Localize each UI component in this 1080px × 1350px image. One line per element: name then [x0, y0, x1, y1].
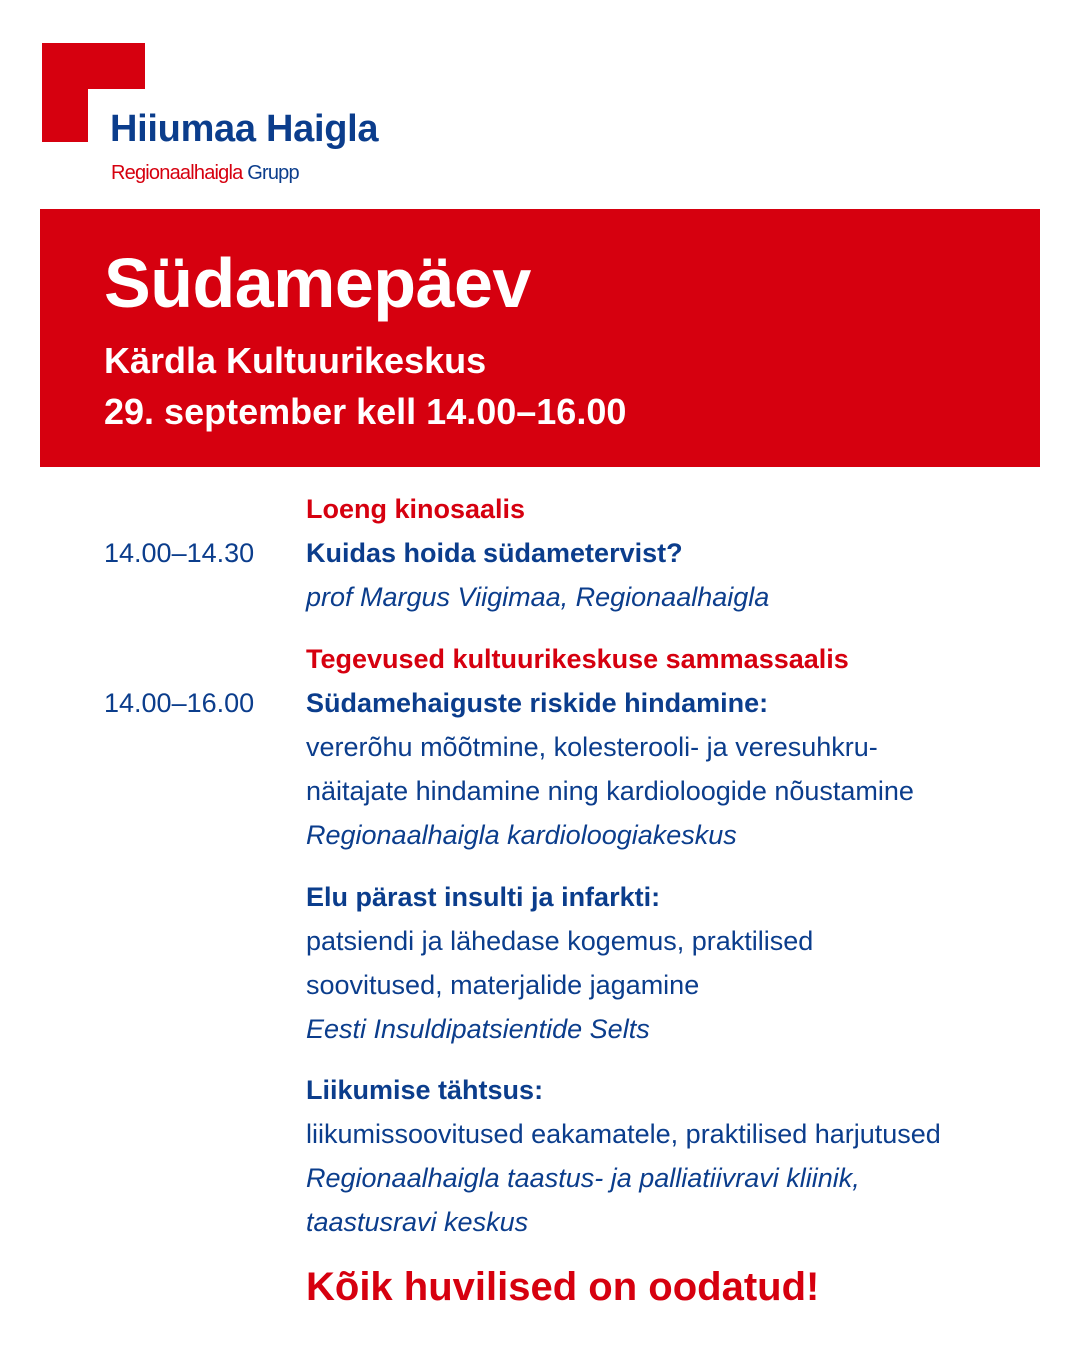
activity-2-line-2: soovitused, materjalide jagamine	[306, 970, 700, 1000]
lecture-title: Kuidas hoida südametervist?	[306, 538, 683, 568]
activity-2-title: Elu pärast insulti ja infarkti:	[306, 882, 661, 912]
activity-2-org: Eesti Insuldipatsientide Selts	[306, 1014, 650, 1044]
activity-3-title: Liikumise tähtsus:	[306, 1075, 544, 1105]
logo-subtitle	[111, 162, 299, 185]
logo-name: Hiiumaa Haigla	[110, 108, 379, 150]
activity-3-org-1: Regionaalhaigla taastus- ja palliatiivravi kliinik,	[306, 1163, 860, 1193]
event-title: Südamepäev	[104, 244, 531, 322]
activity-1-line-1: vererõhu mõõtmine, kolesterooli- ja veresuhkru-	[306, 732, 878, 762]
lecture-time: 14.00–14.30	[104, 538, 255, 568]
activity-3-org-2: taastusravi keskus	[306, 1207, 529, 1237]
event-venue: Kärdla Kultuurikeskus	[104, 340, 487, 381]
activity-1-org: Regionaalhaigla kardioloogiakeskus	[306, 820, 737, 850]
activities-heading: Tegevused kultuurikeskuse sammassaalis	[306, 644, 849, 674]
activities-time: 14.00–16.00	[104, 688, 255, 718]
event-banner	[40, 209, 1040, 467]
activity-2-line-1: patsiendi ja lähedase kogemus, praktilised	[306, 926, 814, 956]
activity-3-line-1: liikumissoovitused eakamatele, praktilised harjutused	[306, 1119, 941, 1149]
lecture-heading: Loeng kinosaalis	[306, 494, 526, 524]
logo-subtitle-blue: Grupp	[247, 162, 299, 184]
logo-subtitle-red: Regionaalhaigla	[111, 162, 243, 184]
activity-1-line-2: näitajate hindamine ning kardioloogide nõustamine	[306, 776, 914, 806]
closing-invitation: Kõik huvilised on oodatud!	[306, 1265, 820, 1309]
lecture-speaker: prof Margus Viigimaa, Regionaalhaigla	[306, 582, 770, 612]
event-date: 29. september kell 14.00–16.00	[104, 391, 627, 432]
logo-mark-bar-vertical	[42, 43, 88, 142]
activity-1-title: Südamehaiguste riskide hindamine:	[306, 688, 769, 718]
